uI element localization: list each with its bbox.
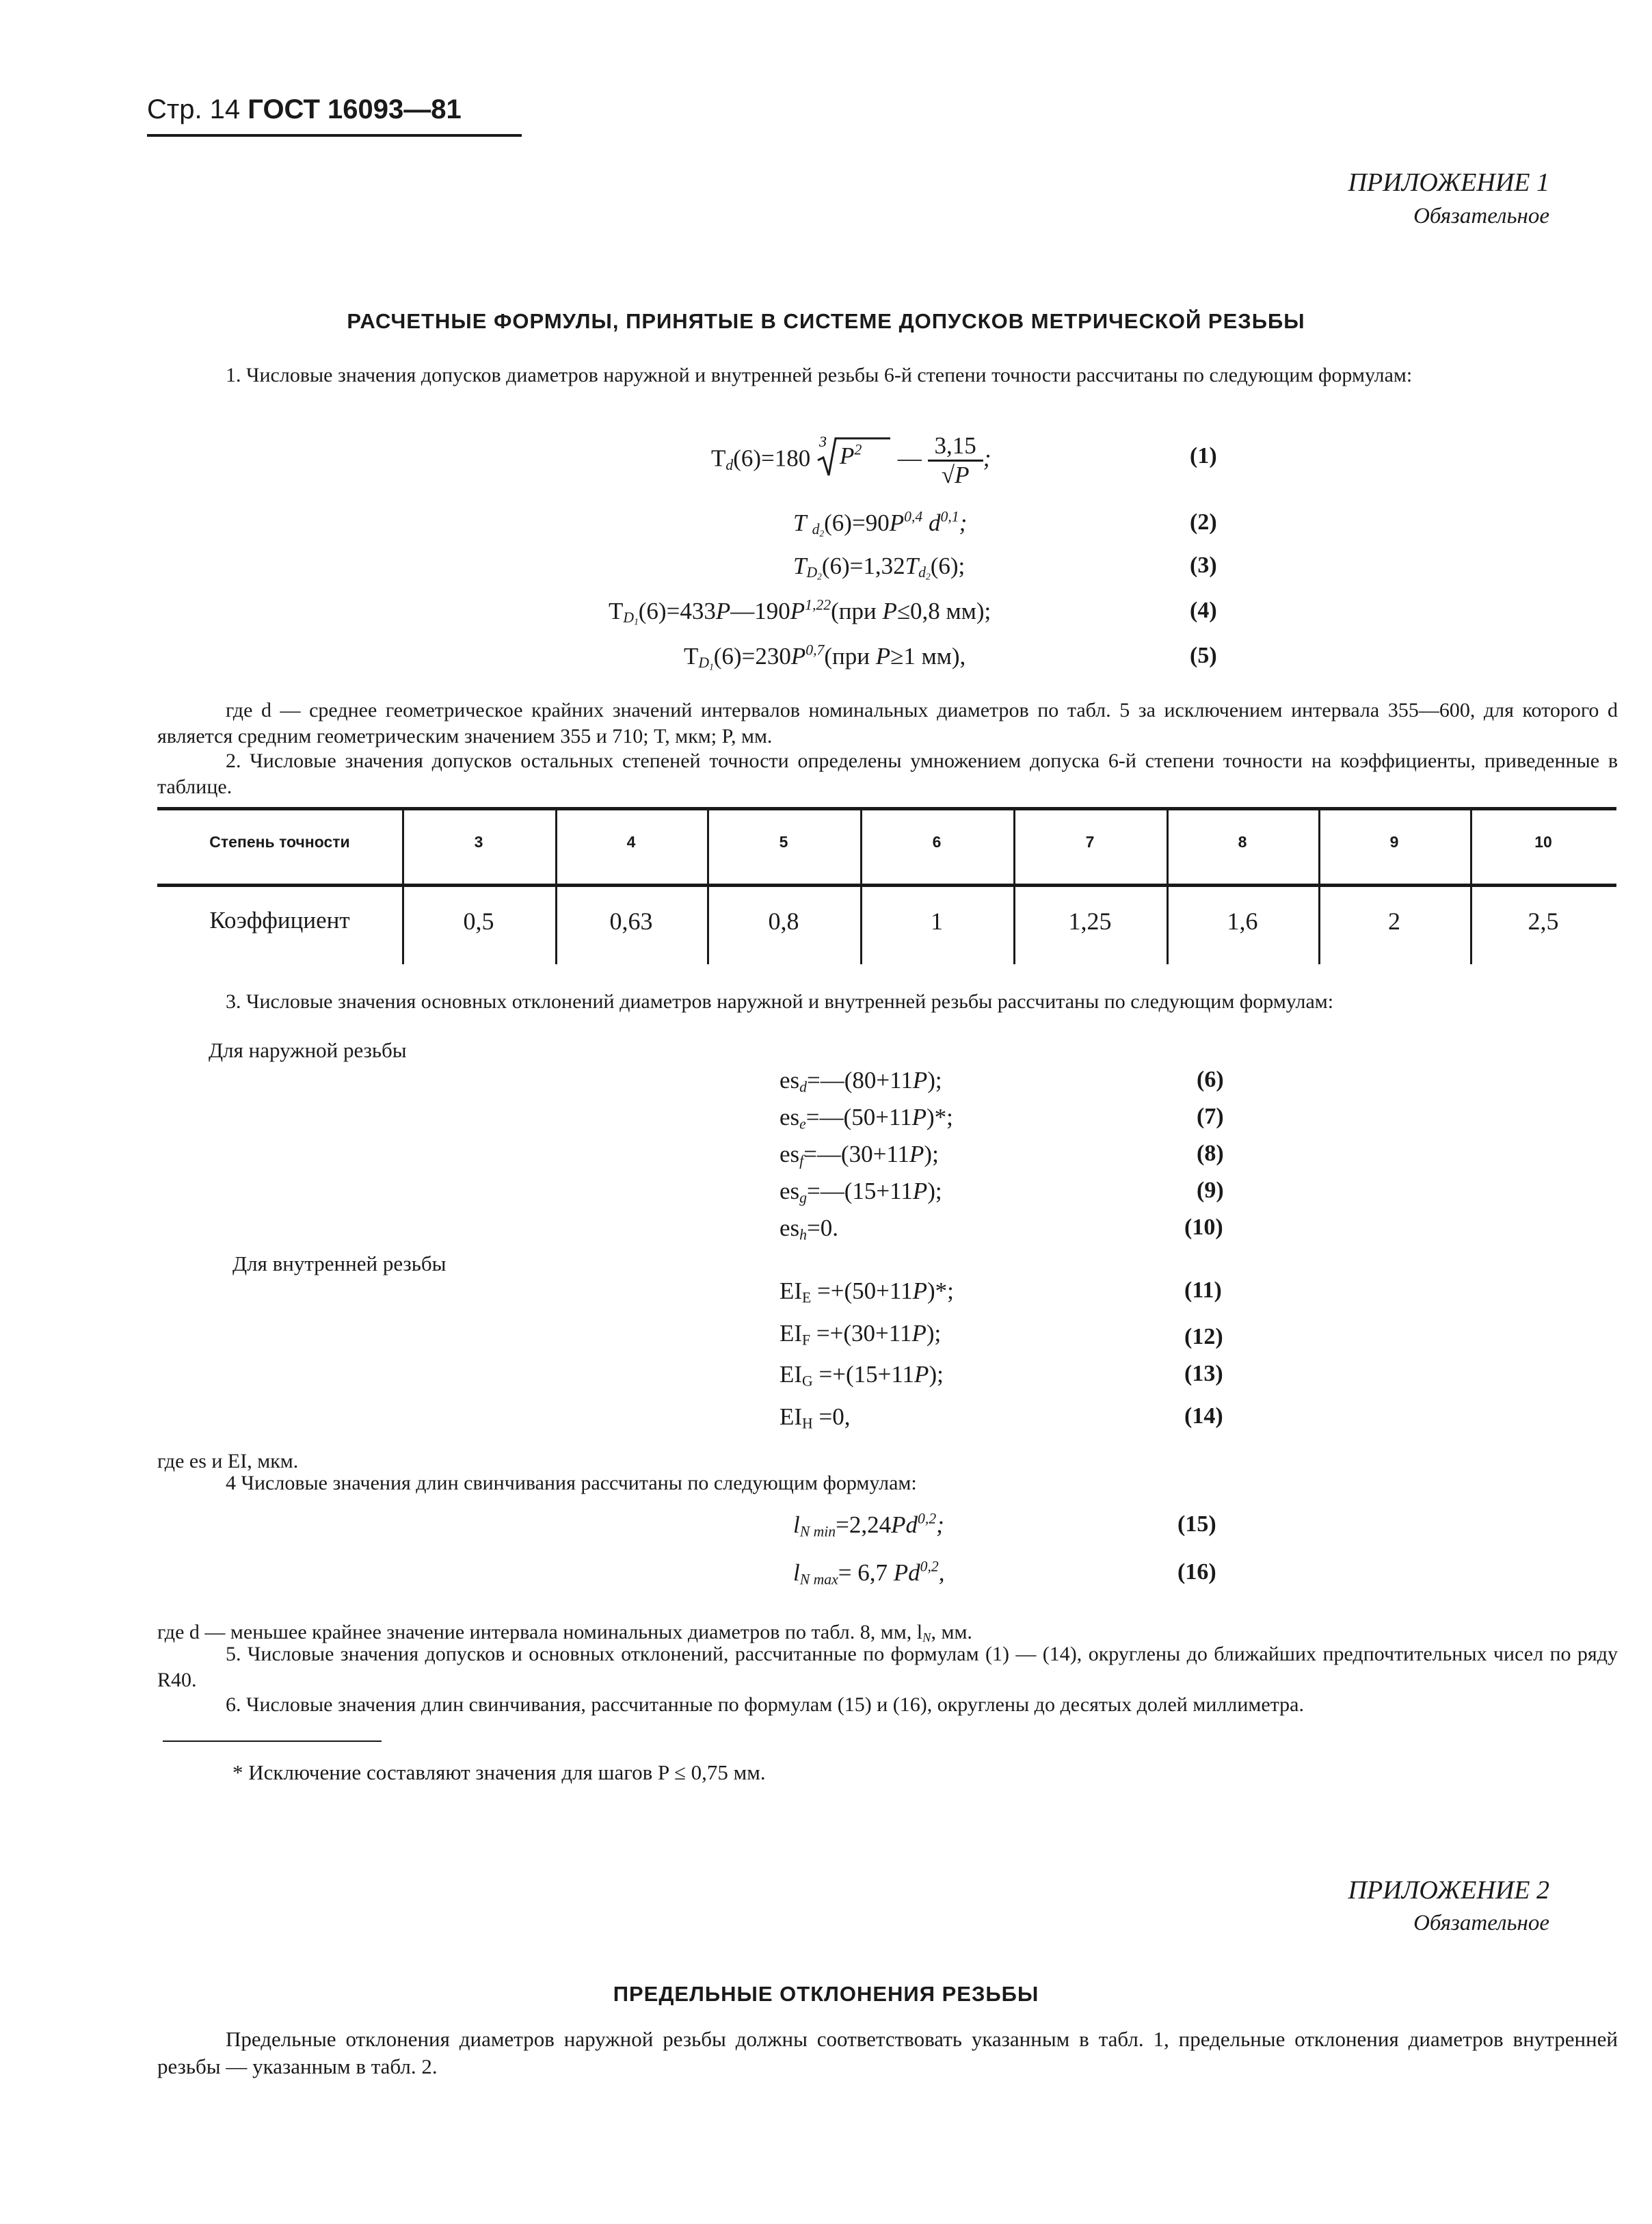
appendix2-label: ПРИЛОЖЕНИЕ 2: [1348, 1876, 1549, 1905]
table-row2-label: Коэффициент: [209, 907, 350, 934]
formula-2: T $_{d_2}(6)=90P^{0,4}$ $d^{0,1}$;: [793, 508, 968, 539]
table-mid-rule: [157, 884, 1616, 887]
formula-number-12: (12): [1184, 1324, 1223, 1349]
table-coefficient: 1,25: [1068, 908, 1112, 935]
formula-number-4: (4): [1190, 598, 1217, 623]
formula-number-14: (14): [1184, 1403, 1223, 1429]
formula-13: $EI_G =+(15+11P)$;: [780, 1361, 944, 1390]
table-coefficient: 2,5: [1528, 908, 1559, 935]
paragraph-5: 5. Числовые значения допусков и основных отклонений, рассчитанные по формулам (1) — (14), округлены до ближайших предпочтительных чисел по ряду R40.: [157, 1643, 1618, 1691]
formula-5: $T_{D_1}(6)=230P^{0,7}(при$ P≥1 мм),: [684, 641, 966, 672]
formula-12: $EI_F =+(30+11P)$;: [780, 1320, 942, 1349]
formula-number-15: (15): [1177, 1511, 1216, 1537]
footnote: * Исключение составляют значения для шагов P ≤ 0,75 мм.: [232, 1760, 766, 1784]
formula-1: $T_d(6)=180$ 3 $P^2$ — $\frac{3,15}{√P}$ ;: [711, 432, 991, 488]
formula-number-6: (6): [1197, 1067, 1224, 1092]
formula-4: $T_{D_1}(6)=433P—190P^{1,22}(при$ P≤0,8 мм);: [609, 596, 991, 627]
paragraph-6: 6. Числовые значения длин свинчивания, рассчитанные по формулам (15) и (16), округлены до десятых долей миллиметра.: [226, 1693, 1304, 1716]
table-grade: 3: [474, 833, 483, 851]
formula-number-1: (1): [1190, 443, 1217, 468]
standard-number: ГОСТ 16093—81: [248, 94, 462, 124]
table-coefficient: 0,63: [609, 908, 653, 935]
paragraph-1: 1. Числовые значения допусков диаметров наружной и внутренней резьбы 6-й степени точности рассчитаны по следующим формулам:: [226, 364, 1413, 386]
page-number: Стр. 14: [147, 94, 241, 124]
formula-10: $es_h=0$.: [780, 1215, 838, 1243]
page-header: [147, 94, 462, 125]
formula-9: $es_g=—(15+11P)$;: [780, 1178, 942, 1206]
paragraph-1-where: где d — среднее геометрическое крайних значений интервалов номинальных диаметров по табл. 5 за исключением интервала 355—600, для которого d является средним геометрическим значением 355 и 710; T, мкм; P, мм.: [157, 699, 1618, 747]
appendix2-status: Обязательное: [1413, 1911, 1549, 1935]
table-grade: 7: [1085, 833, 1095, 851]
table-grade: 10: [1534, 833, 1552, 851]
formula-11: $EI_E =+(50+11P)*$;: [780, 1278, 954, 1306]
external-thread-label: Для наружной резьбы: [209, 1038, 407, 1062]
table-row1-label: Степень точности: [209, 833, 350, 851]
formula-14: $EI_H =0$,: [780, 1403, 851, 1432]
table-coefficient: 0,8: [768, 908, 799, 935]
table-grade: 5: [779, 833, 788, 851]
header-underline: [147, 134, 522, 137]
appendix2-title: ПРЕДЕЛЬНЫЕ ОТКЛОНЕНИЯ РЕЗЬБЫ: [613, 1982, 1039, 2006]
paragraph-3: 3. Числовые значения основных отклонений диаметров наружной и внутренней резьбы рассчитаны по следующим формулам:: [226, 990, 1334, 1013]
paragraph-4-where: где d — меньшее крайнее значение интервала номинальных диаметров по табл. 8, мм, $l_N$, мм.: [157, 1621, 972, 1645]
table-grade: 8: [1238, 833, 1247, 851]
formula-number-11: (11): [1184, 1278, 1222, 1303]
formula-15: $l_{N min}=2,24Pd^{0,2}$;: [793, 1510, 944, 1540]
appendix1-status: Обязательное: [1413, 204, 1549, 228]
formula-3: $T_{D_2}(6)=1,32T_{d_2}(6)$;: [793, 553, 965, 582]
formula-16: $l_{N max}= 6,7$ Pd$^{0,2}$,: [793, 1558, 945, 1588]
formula-number-2: (2): [1190, 509, 1217, 535]
formula-6: $es_d=—(80+11P)$;: [780, 1067, 942, 1096]
internal-thread-label: Для внутренней резьбы: [232, 1252, 447, 1275]
formula-number-5: (5): [1190, 643, 1217, 668]
appendix1-label: ПРИЛОЖЕНИЕ 1: [1348, 168, 1549, 197]
appendix2-paragraph: Предельные отклонения диаметров наружной резьбы должны соответствовать указанным в табл. 1, предельные отклонения диаметров внутренней резьбы — указанным в табл. 2.: [157, 2027, 1618, 2078]
table-grade: 9: [1389, 833, 1399, 851]
formula-8: $es_f=—(30+11P)$;: [780, 1141, 939, 1169]
formula-number-7: (7): [1197, 1104, 1224, 1129]
formula-number-9: (9): [1197, 1178, 1224, 1203]
paragraph-4: 4 Числовые значения длин свинчивания рассчитаны по следующим формулам:: [226, 1472, 917, 1494]
table-grade: 6: [932, 833, 942, 851]
formula-number-8: (8): [1197, 1141, 1224, 1166]
table-grade: 4: [626, 833, 636, 851]
formula-number-13: (13): [1184, 1361, 1223, 1386]
svg-text:3: 3: [819, 435, 827, 450]
paragraph-3-where: где es и EI, мкм.: [157, 1450, 299, 1472]
formula-number-3: (3): [1190, 553, 1217, 578]
table-coefficient: 1,6: [1227, 908, 1258, 935]
table-coefficient: 1: [931, 908, 943, 935]
formula-7: $es_e=—(50+11P)*$;: [780, 1104, 953, 1133]
formula-number-16: (16): [1177, 1559, 1216, 1585]
paragraph-2: 2. Числовые значения допусков остальных степеней точности определены умножением допуска 6-й степени точности на коэффициенты, приведенные в таблице.: [157, 750, 1618, 798]
table-coefficient: 0,5: [463, 908, 494, 935]
footnote-rule: [163, 1740, 382, 1742]
formula-number-10: (10): [1184, 1215, 1223, 1240]
table-coefficient: 2: [1388, 908, 1400, 935]
appendix1-title: РАСЧЕТНЫЕ ФОРМУЛЫ, ПРИНЯТЫЕ В СИСТЕМЕ ДОПУСКОВ МЕТРИЧЕСКОЙ РЕЗЬБЫ: [347, 309, 1305, 333]
table-top-rule: [157, 807, 1616, 810]
